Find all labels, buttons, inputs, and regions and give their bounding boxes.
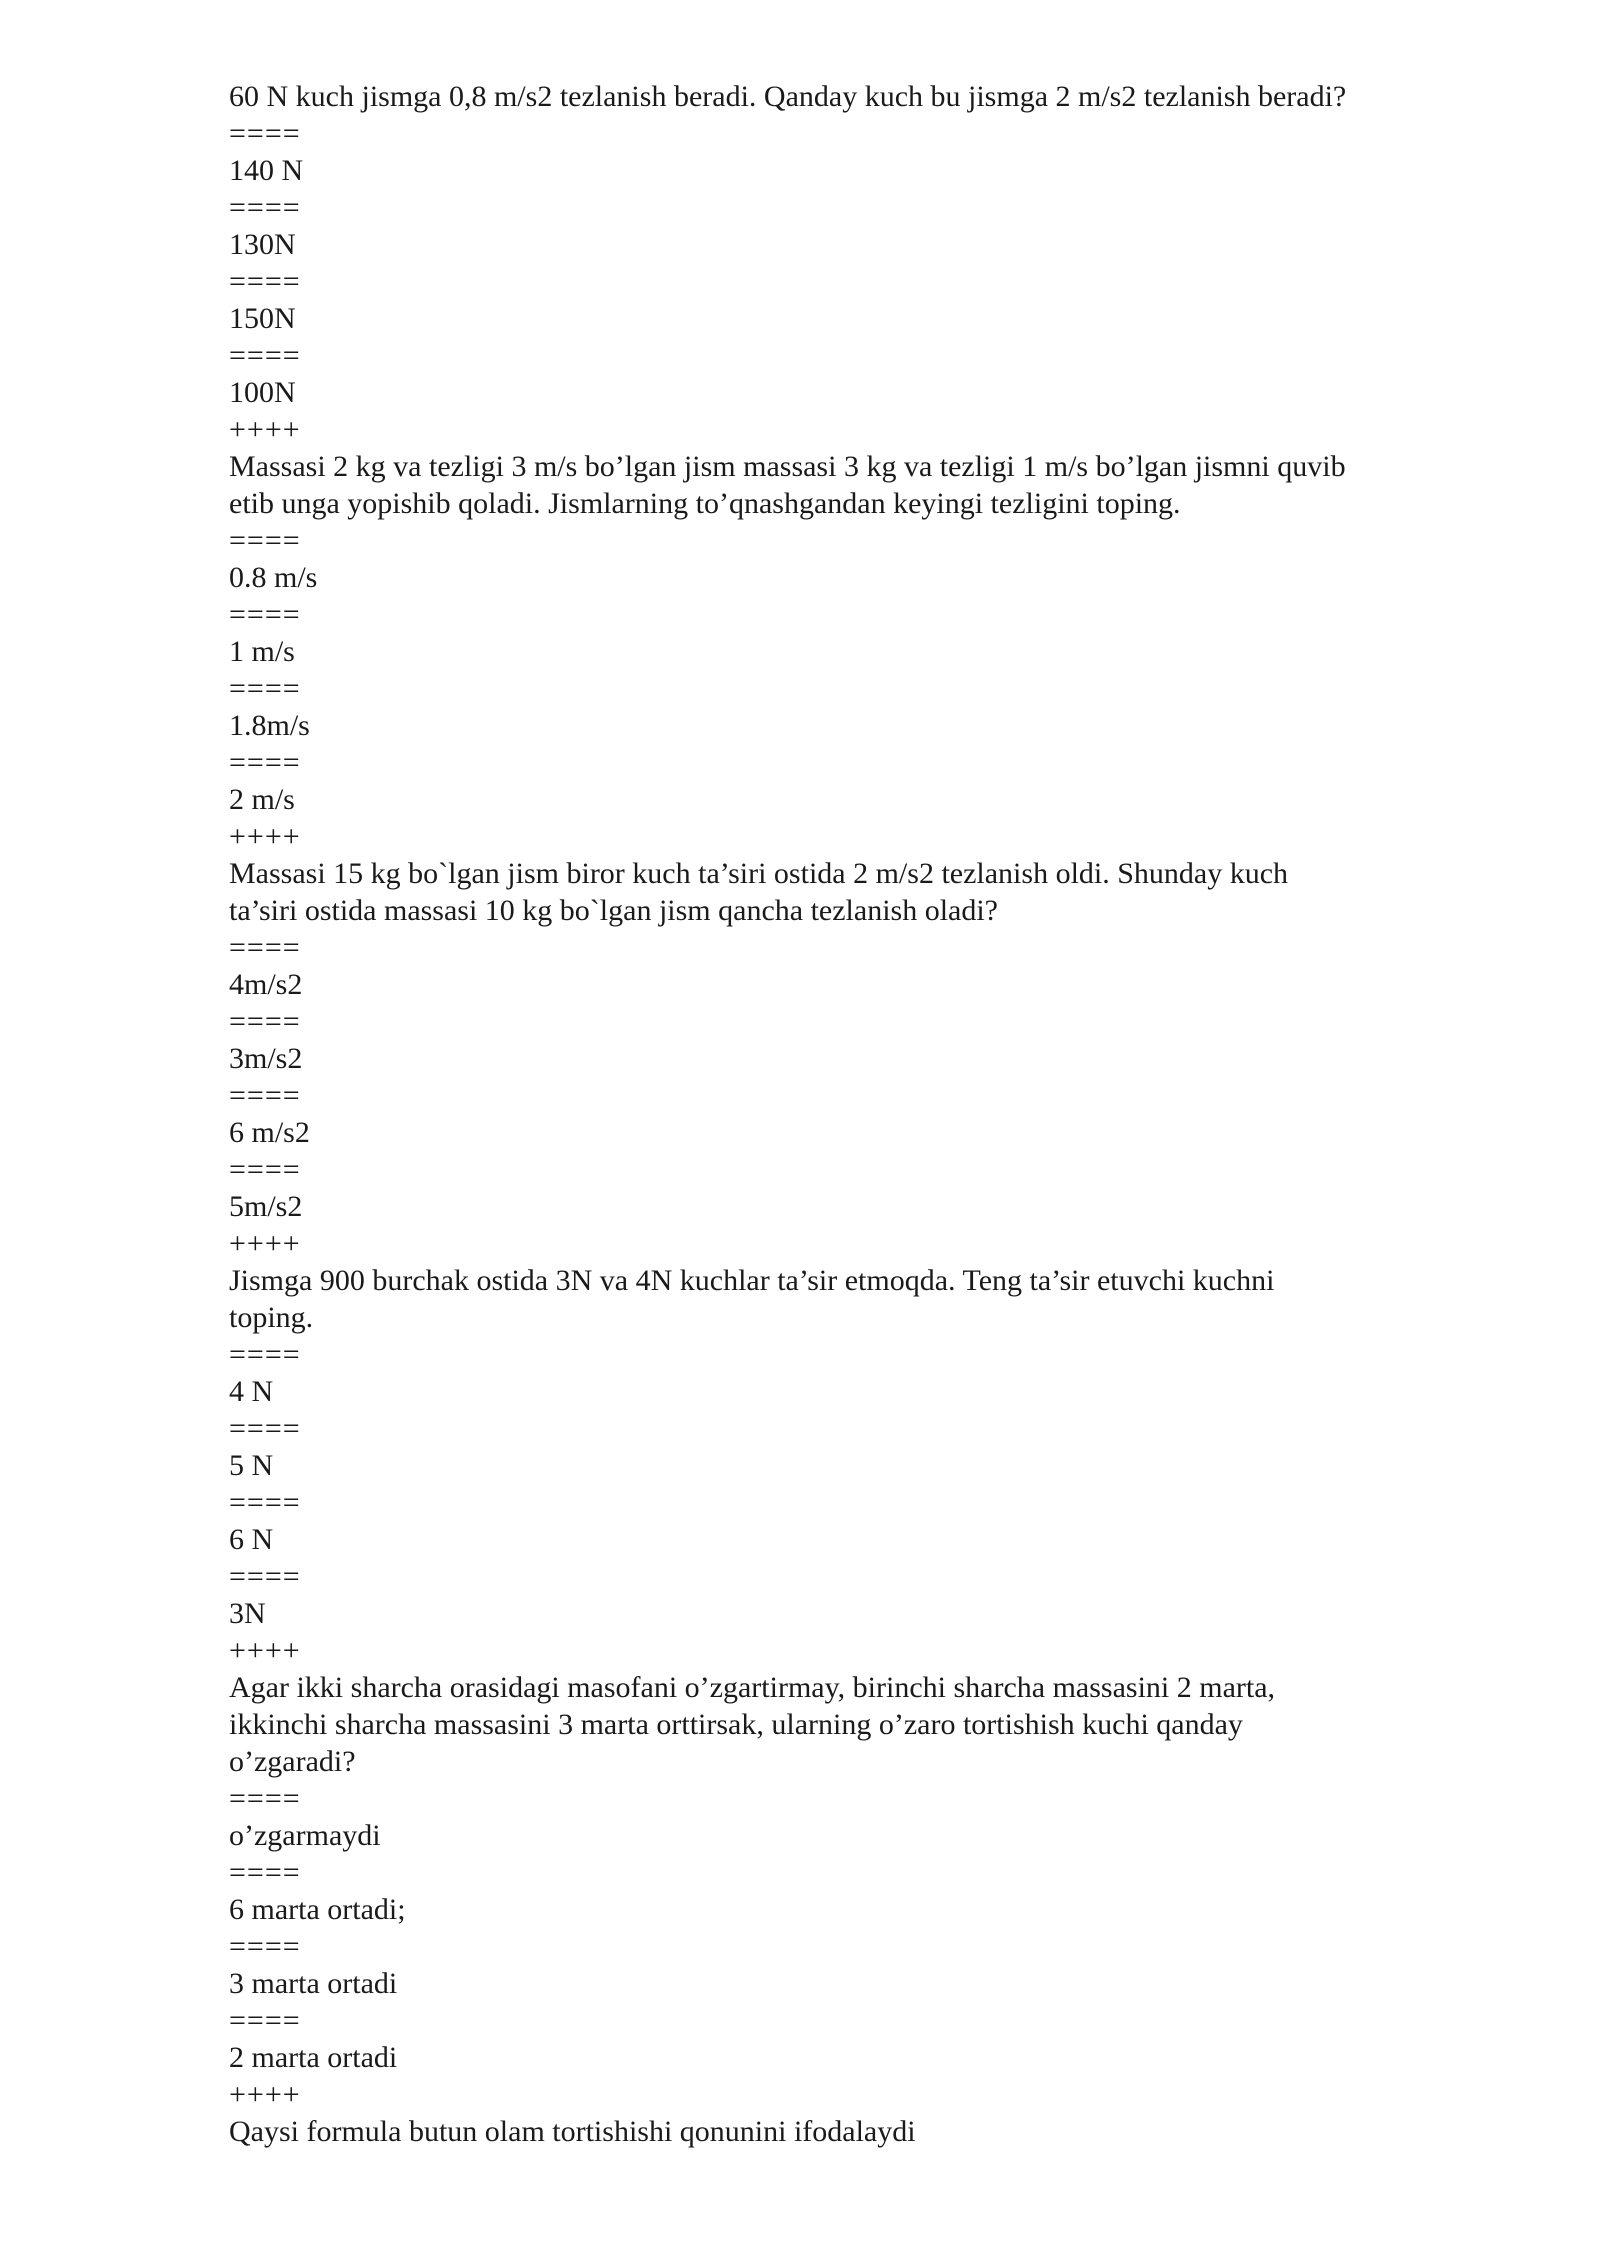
option-separator: ====	[229, 1782, 301, 1815]
option-separator: ====	[229, 117, 301, 150]
option-separator: ====	[229, 1486, 301, 1519]
option-separator: ====	[229, 672, 301, 705]
option-separator: ====	[229, 1153, 301, 1186]
answer-option: 2 marta ortadi	[229, 2041, 398, 2074]
answer-option: 1.8m/s	[229, 709, 310, 742]
answer-option: 4m/s2	[229, 968, 303, 1001]
option-separator: ====	[229, 191, 301, 224]
question-text: toping.	[229, 1301, 314, 1334]
answer-option: 6 marta ortadi;	[229, 1893, 406, 1926]
option-separator: ====	[229, 1930, 301, 1963]
answer-option: 4 N	[229, 1375, 274, 1408]
question-separator: ++++	[229, 1227, 301, 1260]
option-separator: ====	[229, 746, 301, 779]
question-block	[229, 1262, 1459, 1669]
question-text: ta’siri ostida massasi 10 kg bo`lgan jism qancha tezlanish oladi?	[229, 894, 998, 927]
question-text: o’zgaradi?	[229, 1745, 356, 1778]
option-separator: ====	[229, 1005, 301, 1038]
answer-option: 1 m/s	[229, 635, 295, 668]
question-block	[229, 1669, 1459, 2113]
question-block	[229, 2113, 1459, 2150]
question-separator: ++++	[229, 413, 301, 446]
question-text: Qaysi formula butun olam tortishishi qonunini ifodalaydi	[229, 2115, 916, 2148]
answer-option: 130N	[229, 228, 296, 261]
option-separator: ====	[229, 265, 301, 298]
option-separator: ====	[229, 931, 301, 964]
answer-option: 3N	[229, 1597, 266, 1630]
question-text: Agar ikki sharcha orasidagi masofani o’zgartirmay, birinchi sharcha massasini 2 marta,	[229, 1671, 1276, 1704]
option-separator: ====	[229, 1560, 301, 1593]
answer-option: 150N	[229, 302, 296, 335]
answer-option: 140 N	[229, 154, 304, 187]
option-separator: ====	[229, 1079, 301, 1112]
option-separator: ====	[229, 524, 301, 557]
answer-option: o’zgarmaydi	[229, 1819, 381, 1852]
answer-option: 100N	[229, 376, 296, 409]
answer-option: 2 m/s	[229, 783, 295, 816]
question-text: 60 N kuch jismga 0,8 m/s2 tezlanish beradi. Qanday kuch bu jismga 2 m/s2 tezlanish beradi?	[229, 80, 1347, 113]
answer-option: 5m/s2	[229, 1190, 303, 1223]
option-separator: ====	[229, 1856, 301, 1889]
answer-option: 0.8 m/s	[229, 561, 318, 594]
question-separator: ++++	[229, 1634, 301, 1667]
question-text: Massasi 15 kg bo`lgan jism biror kuch ta’siri ostida 2 m/s2 tezlanish oldi. Shunday kuch	[229, 857, 1289, 890]
answer-option: 3m/s2	[229, 1042, 303, 1075]
question-text: ikkinchi sharcha massasini 3 marta orttirsak, ularning o’zaro tortishish kuchi qanday	[229, 1708, 1243, 1741]
question-text: Jismga 900 burchak ostida 3N va 4N kuchlar ta’sir etmoqda. Teng ta’sir etuvchi kuchni	[229, 1264, 1275, 1297]
answer-option: 5 N	[229, 1449, 274, 1482]
answer-option: 6 m/s2	[229, 1116, 310, 1149]
option-separator: ====	[229, 598, 301, 631]
question-block	[229, 78, 1459, 448]
option-separator: ====	[229, 1412, 301, 1445]
question-text: etib unga yopishib qoladi. Jismlarning to’qnashgandan keyingi tezligini toping.	[229, 487, 1181, 520]
question-separator: ++++	[229, 820, 301, 853]
question-block	[229, 448, 1459, 855]
question-text: Massasi 2 kg va tezligi 3 m/s bo’lgan jism massasi 3 kg va tezligi 1 m/s bo’lgan jismni quvib	[229, 450, 1346, 483]
question-block	[229, 855, 1459, 1262]
option-separator: ====	[229, 1338, 301, 1371]
answer-option: 3 marta ortadi	[229, 1967, 398, 2000]
question-separator: ++++	[229, 2078, 301, 2111]
document-page	[229, 78, 1459, 2150]
option-separator: ====	[229, 339, 301, 372]
option-separator: ====	[229, 2004, 301, 2037]
answer-option: 6 N	[229, 1523, 274, 1556]
